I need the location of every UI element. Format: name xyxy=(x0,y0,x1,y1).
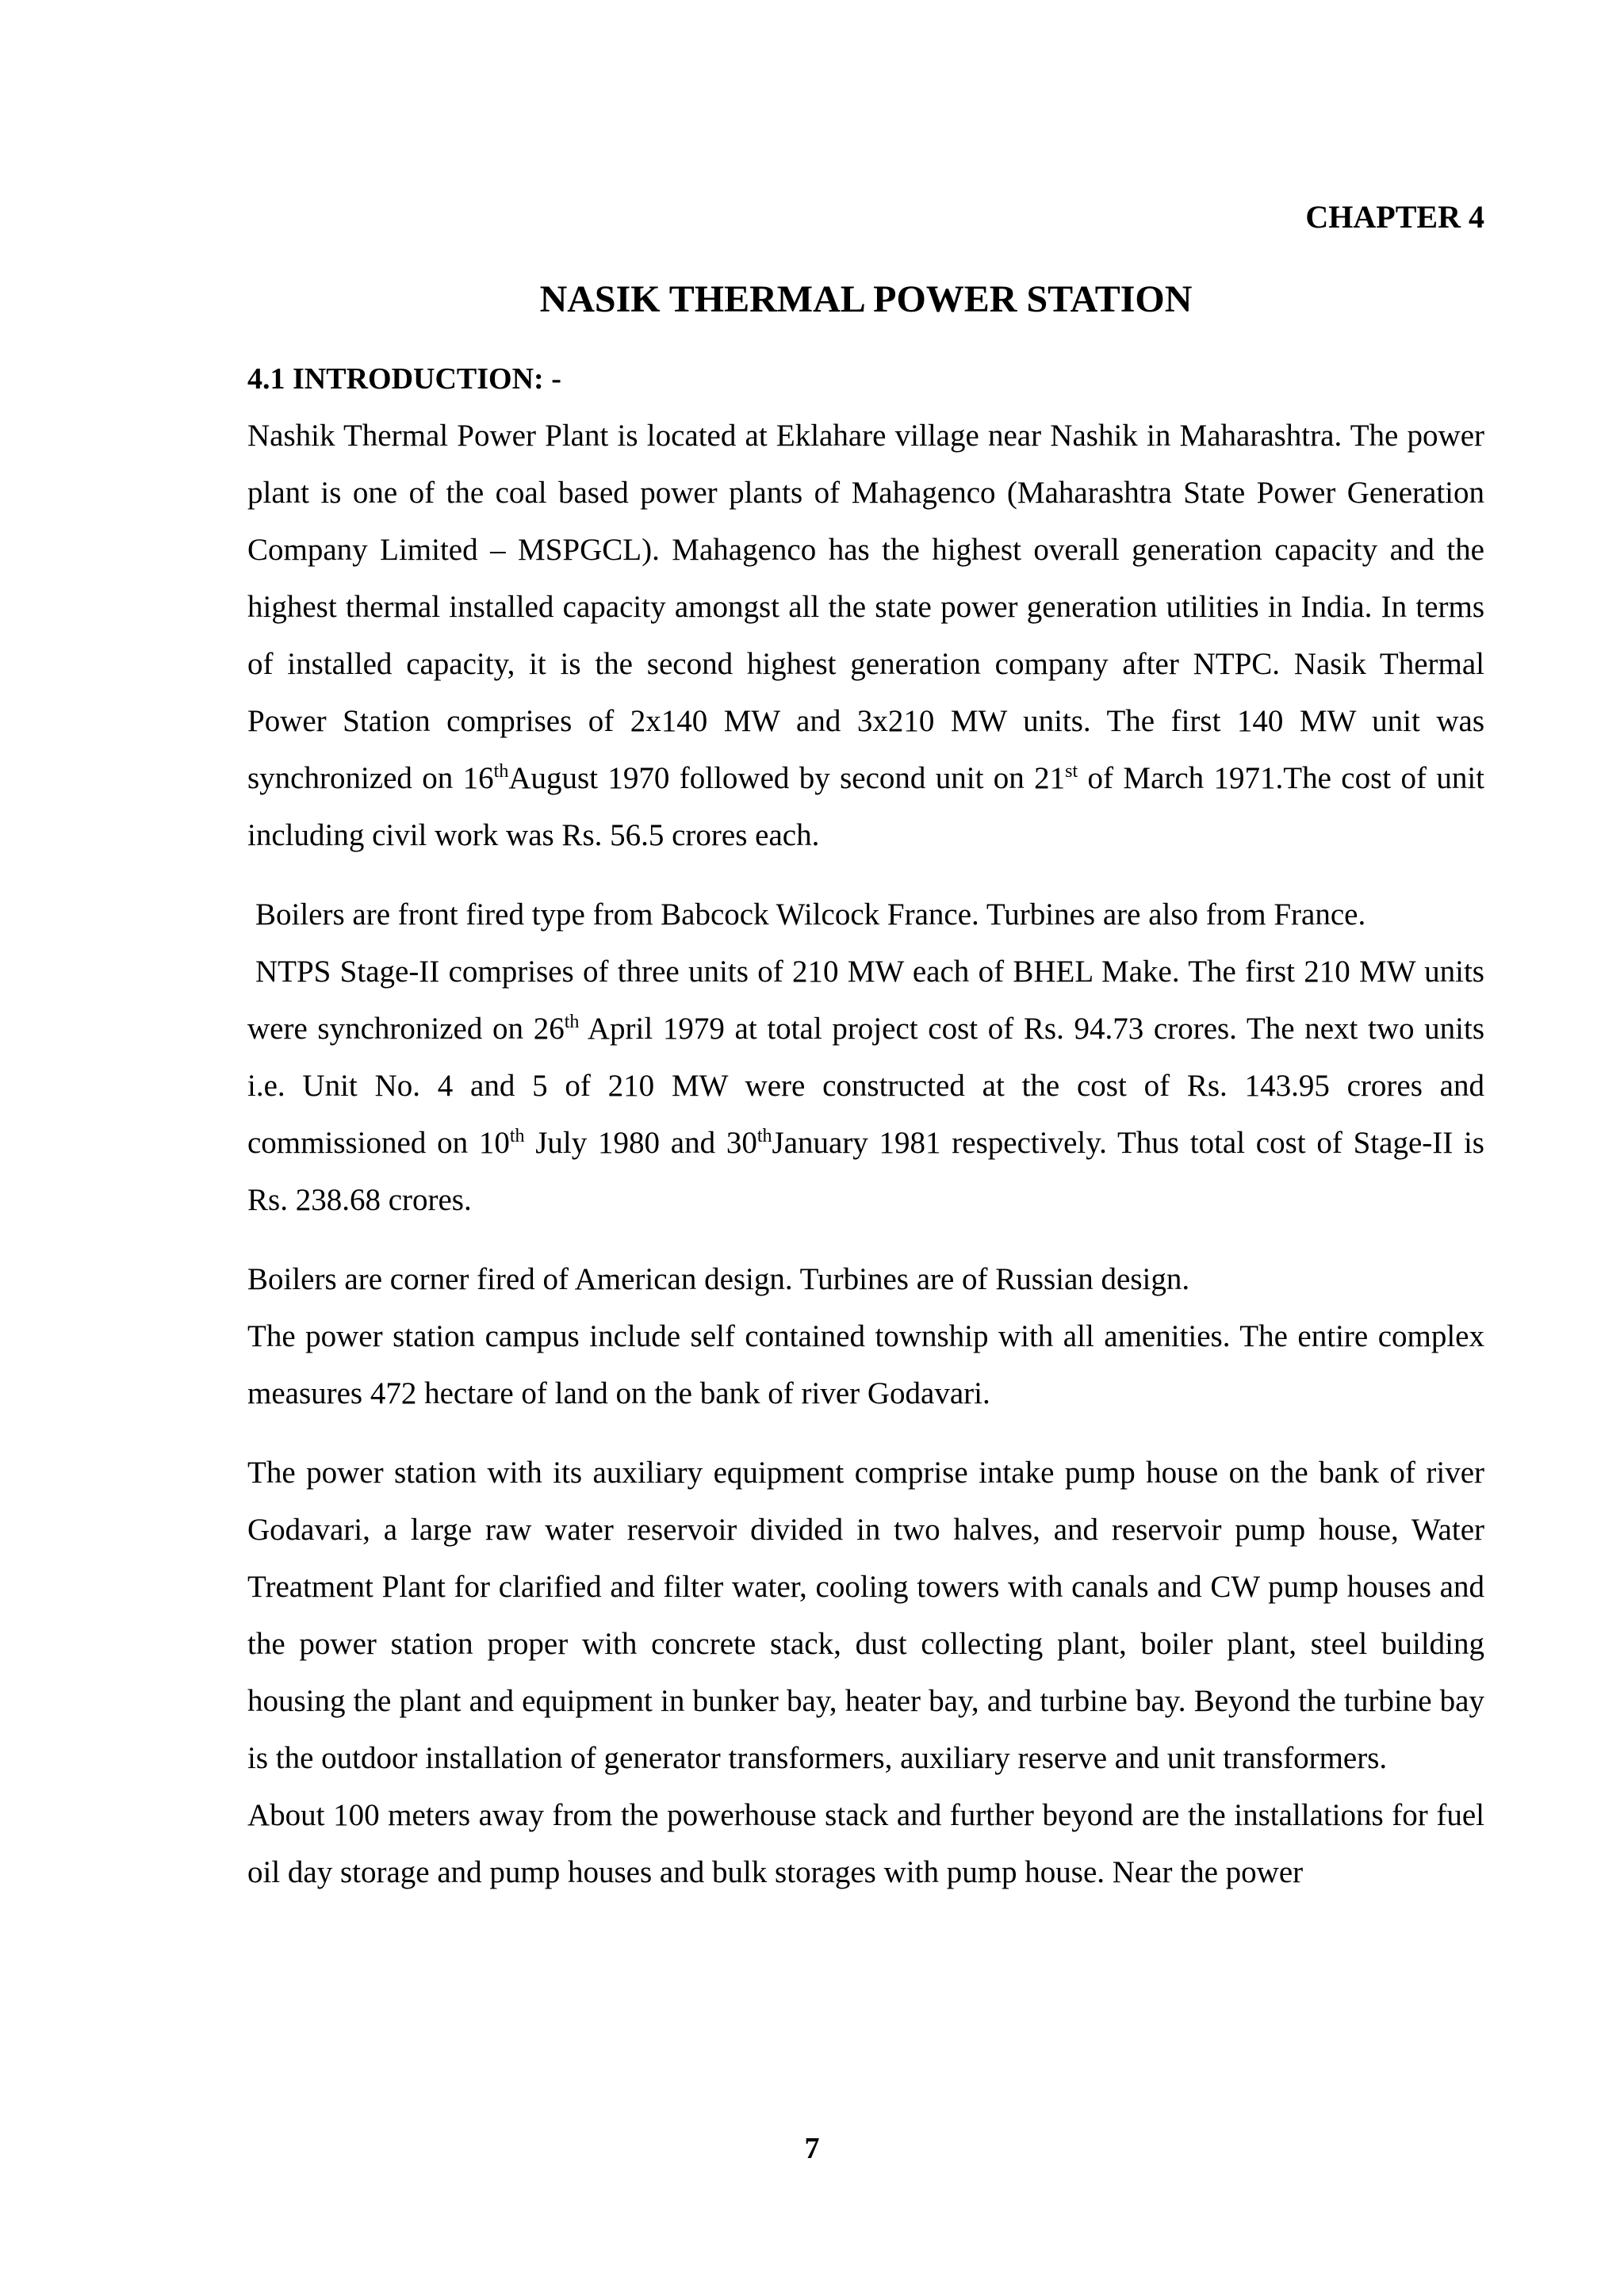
page-content xyxy=(247,189,1484,1901)
page-number: 7 xyxy=(804,2132,820,2165)
superscript: th xyxy=(493,761,509,782)
paragraph-text: July 1980 and 30 xyxy=(524,1126,757,1160)
paragraph-text: January 1981 respectively. Thus total cost of Stage-II is Rs. 238.68 crores. xyxy=(247,1126,1484,1217)
chapter-label: CHAPTER 4 xyxy=(1305,199,1484,235)
paragraph-text: of March 1971.The cost of unit including civil work was Rs. 56.5 crores each. xyxy=(247,761,1485,852)
paragraph-boilers-stage2: Boilers are corner fired of American design. Turbines are of Russian design. xyxy=(247,1262,1190,1296)
paragraph-campus: The power station campus include self contained township with all amenities. The entire complex measures 472 hectare of land on the bank of river Godavari. xyxy=(247,1319,1484,1410)
paragraph-boilers-stage1: Boilers are front fired type from Babcock Wilcock France. Turbines are also from France. xyxy=(255,897,1366,932)
paragraph-text: NTPS Stage-II comprises of three units of 210 MW each of BHEL Make. The first 210 MW units were synchronized on 26 xyxy=(247,955,1484,1046)
superscript: th xyxy=(564,1012,580,1032)
paragraph-text: August 1970 followed by second unit on 21 xyxy=(508,761,1066,795)
page-title: NASIK THERMAL POWER STATION xyxy=(539,278,1193,320)
paragraph-text: Nashik Thermal Power Plant is located at Eklahare village near Nashik in Maharashtra. The power plant is one of the coal based power plants of Mahagenco (Maharashtra State Power Generation Company Limited – MSPGCL). Mahagenco has the highest overall generation capacity and the highest thermal installed capacity amongst all the state power generation utilities in India. In terms of installed capacity, it is the second highest generation company after NTPC. Nasik Thermal Power Station comprises of 2x140 MW and 3x210 MW units. The first 140 MW unit was synchronized on 16 xyxy=(247,419,1484,795)
superscript: th xyxy=(756,1126,772,1146)
paragraph-text: April 1979 at total project cost of Rs. 94.73 crores. The next two units i.e. Unit No. 4 and 5 of 210 MW were constructed at the cost of Rs. 143.95 crores and commissioned on 10 xyxy=(247,1012,1485,1160)
paragraph-stage2 xyxy=(247,943,1484,1229)
section-heading: 4.1 INTRODUCTION: - xyxy=(247,362,561,396)
superscript: st xyxy=(1065,761,1078,782)
paragraph-introduction xyxy=(247,408,1484,864)
paragraph-auxiliary-equipment: The power station with its auxiliary equipment comprise intake pump house on the bank of river Godavari, a large raw water reservoir divided in two halves, and reservoir pump house, Water Treatment Plant for clarified and filter water, cooling towers with canals and CW pump houses and the power station proper with concrete stack, dust collecting plant, boiler plant, steel building housing the plant and equipment in bunker bay, heater bay, and turbine bay. Beyond the turbine bay is the outdoor installation of generator transformers, auxiliary reserve and unit transformers. xyxy=(247,1456,1484,1775)
superscript: th xyxy=(509,1126,525,1146)
paragraph-fuel-storage: About 100 meters away from the powerhouse stack and further beyond are the installations for fuel oil day storage and pump houses and bulk storages with pump house. Near the power xyxy=(247,1798,1484,1889)
